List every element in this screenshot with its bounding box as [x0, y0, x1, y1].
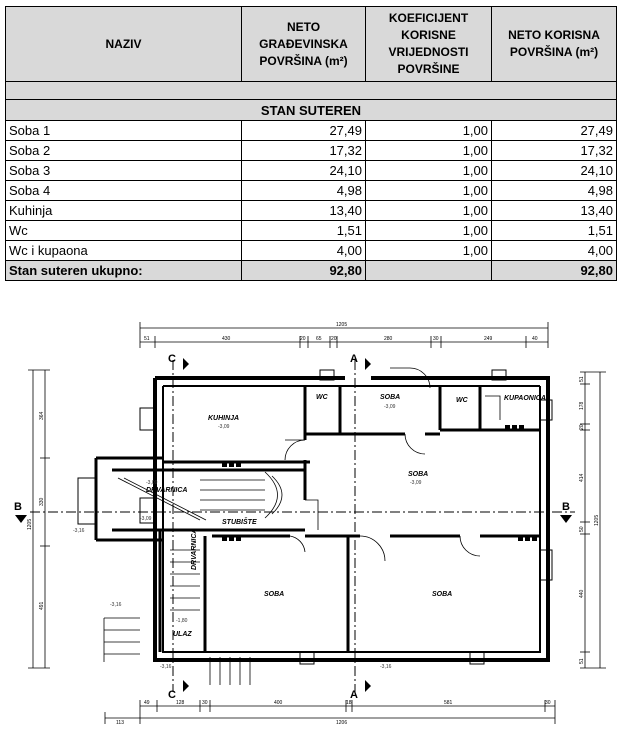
height-bottom-l: -3,16	[160, 664, 172, 670]
vent-squares	[222, 425, 537, 541]
cell-gross: 1,51	[242, 221, 366, 241]
dim-bottom-seg: 128	[176, 700, 185, 706]
table-row	[6, 201, 617, 221]
dim-left-total: 1205	[27, 518, 33, 530]
cell-name: Kuhinja	[6, 201, 242, 221]
cell-net: 27,49	[492, 121, 617, 141]
height-ulaz: -1,80	[176, 618, 188, 624]
cell-name: Soba 2	[6, 141, 242, 161]
dim-bottom-seg: 400	[274, 700, 283, 706]
bottom-dimension-lines	[105, 700, 555, 724]
dim-left-seg: 330	[39, 497, 45, 506]
room-label-drvarnica-h: DRVARNICA	[146, 487, 188, 494]
section-title: STAN SUTEREN	[6, 100, 617, 121]
section-mark-a-bottom: A	[350, 689, 358, 701]
dim-top-seg: 30	[433, 336, 439, 342]
dim-right-seg: 20	[579, 424, 585, 430]
dim-right-seg: 440	[579, 589, 585, 598]
cell-coef: 1,00	[366, 241, 492, 261]
dim-top-seg: 40	[532, 336, 538, 342]
dim-bottom-seg: 18	[346, 700, 352, 706]
header-naziv: NAZIV	[6, 7, 242, 82]
cell-net: 4,98	[492, 181, 617, 201]
room-label-soba-top: SOBA	[380, 394, 401, 401]
header-neto-korisna: NETO KORISNA POVRŠINA (m²)	[492, 7, 617, 82]
dim-right-seg: 50	[579, 526, 585, 532]
height-soba-top: -3,09	[384, 404, 396, 410]
total-label: Stan suteren ukupno:	[6, 261, 242, 281]
room-label-soba-br: SOBA	[432, 591, 453, 598]
cell-name: Soba 4	[6, 181, 242, 201]
dim-right-seg: 51	[579, 376, 585, 382]
cell-name: Wc	[6, 221, 242, 241]
table-row	[6, 241, 617, 261]
room-label-kuhinja: KUHINJA	[208, 415, 240, 422]
cell-net: 24,10	[492, 161, 617, 181]
dim-top-seg: 65	[316, 336, 322, 342]
header-koeficijent: KOEFICIJENT KORISNE VRIJEDNOSTI POVRŠINE	[366, 7, 492, 82]
room-label-kupaonica: KUPAONICA	[504, 395, 546, 402]
cell-coef: 1,00	[366, 221, 492, 241]
dim-right-seg: 178	[579, 401, 585, 410]
cell-coef: 1,00	[366, 201, 492, 221]
cell-gross: 17,32	[242, 141, 366, 161]
cell-gross: 24,10	[242, 161, 366, 181]
dim-right-seg: 414	[579, 473, 585, 482]
cell-net: 13,40	[492, 201, 617, 221]
cell-coef: 1,00	[366, 161, 492, 181]
cell-coef: 1,00	[366, 141, 492, 161]
height-soba-mid: -3,09	[410, 480, 422, 486]
dim-bottom-total: 1206	[336, 720, 348, 726]
table-row	[6, 221, 617, 241]
table-row	[6, 161, 617, 181]
dim-right-seg: 51	[579, 658, 585, 664]
room-label-ulaz: ULAZ	[173, 631, 192, 638]
cell-name: Wc i kupaona	[6, 241, 242, 261]
height-bottom-r: -3,16	[380, 664, 392, 670]
cell-name: Soba 3	[6, 161, 242, 181]
header-neto-gradevinska: NETO GRAĐEVINSKA POVRŠINA (m²)	[242, 7, 366, 82]
stairs	[104, 472, 285, 685]
height-kuhinja: -3,09	[218, 424, 230, 430]
area-table	[5, 6, 617, 281]
section-mark-b-left: B	[14, 501, 22, 513]
table-row	[6, 141, 617, 161]
table-row	[6, 181, 617, 201]
room-label-drvarnica-v: DRVARNICA	[191, 528, 198, 570]
dim-top-seg: 280	[384, 336, 393, 342]
dim-left-seg: 364	[39, 411, 45, 420]
cell-gross: 4,98	[242, 181, 366, 201]
dim-left-seg: 491	[39, 601, 45, 610]
floor-plan	[0, 300, 628, 740]
table-row	[6, 121, 617, 141]
height-left-b: -3,16	[110, 602, 122, 608]
cell-net: 1,51	[492, 221, 617, 241]
section-mark-a-top: A	[350, 353, 358, 365]
cell-net: 4,00	[492, 241, 617, 261]
dim-bottom-seg: 49	[144, 700, 150, 706]
section-row	[6, 100, 617, 121]
cell-name: Soba 1	[6, 121, 242, 141]
total-row	[6, 261, 617, 281]
dim-bottom-seg: 581	[444, 700, 453, 706]
height-drvarnica: -3,09	[146, 480, 158, 486]
dim-bottom-left: 113	[116, 720, 124, 726]
cell-coef: 1,00	[366, 121, 492, 141]
cell-gross: 13,40	[242, 201, 366, 221]
section-mark-b-right: B	[562, 501, 570, 513]
dim-bottom-seg: 30	[202, 700, 208, 706]
dim-top-seg: 249	[484, 336, 493, 342]
room-label-soba-mid: SOBA	[408, 471, 429, 478]
cell-net: 17,32	[492, 141, 617, 161]
dim-top-seg: 430	[222, 336, 231, 342]
total-net: 92,80	[492, 261, 617, 281]
cell-gross: 27,49	[242, 121, 366, 141]
dim-top-seg: 51	[144, 336, 150, 342]
total-gross: 92,80	[242, 261, 366, 281]
dim-bottom-seg: 30	[545, 700, 551, 706]
dim-right-total: 1205	[594, 514, 600, 526]
section-mark-c-top: C	[168, 353, 176, 365]
height-stub: -3,09	[140, 516, 152, 522]
section-arrows	[15, 358, 572, 692]
right-dimension-lines	[580, 372, 606, 668]
dim-top-total: 1205	[336, 322, 348, 328]
room-label-stubiste: STUBIŠTE	[222, 519, 257, 526]
room-label-soba-bl: SOBA	[264, 591, 285, 598]
room-label-wc: WC	[316, 394, 328, 401]
blank-row	[6, 82, 617, 100]
section-mark-c-bottom: C	[168, 689, 176, 701]
total-coef-empty	[366, 261, 492, 281]
cell-gross: 4,00	[242, 241, 366, 261]
height-left-a: -3,16	[73, 528, 85, 534]
table-header-row	[6, 7, 617, 82]
dim-top-seg: 20	[300, 336, 306, 342]
cell-coef: 1,00	[366, 181, 492, 201]
dim-top-seg: 20	[331, 336, 337, 342]
room-label-wc2: WC	[456, 397, 468, 404]
